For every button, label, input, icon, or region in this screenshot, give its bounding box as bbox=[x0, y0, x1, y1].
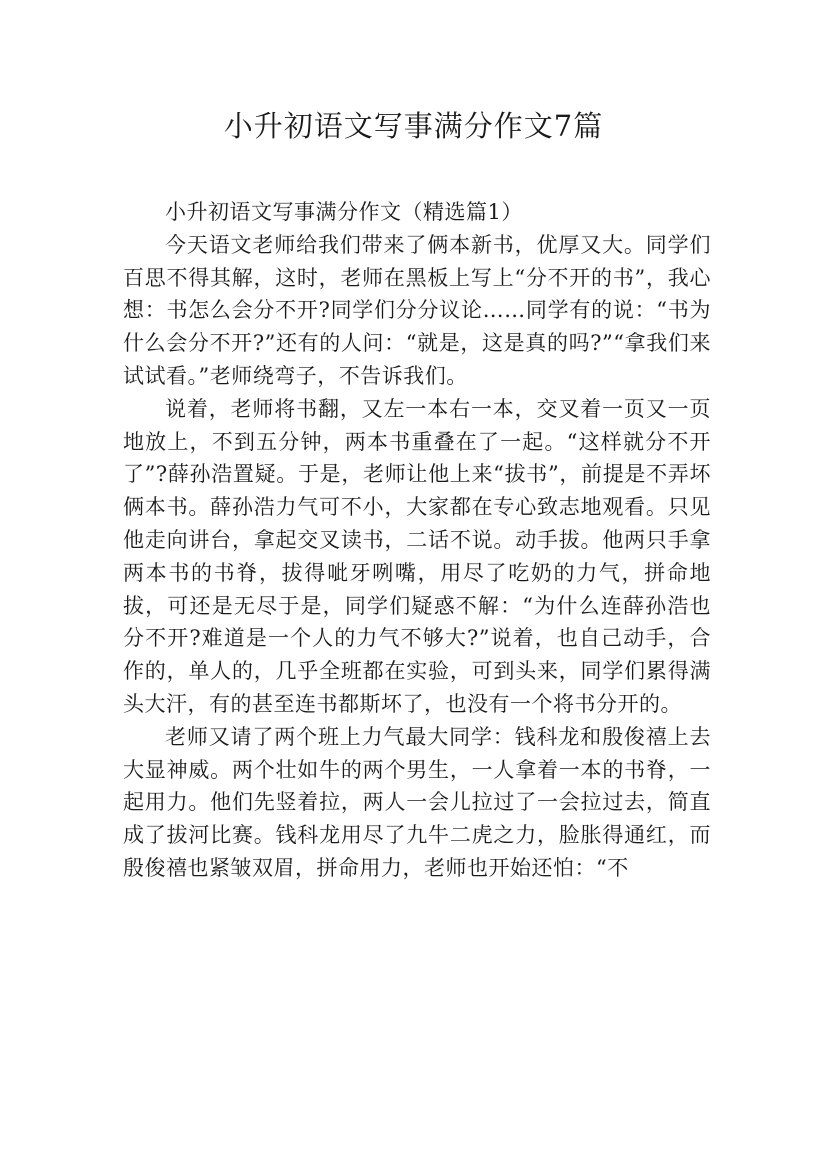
paragraph-1: 今天语文老师给我们带来了俩本新书，优厚又大。同学们百思不得其解，这时，老师在黑板上写上“分不开的书”，我心想：书怎么会分不开?同学们分分议论……同学有的说：“书为什么会分不开?”还有的人问：“就是，这是真的吗?”“拿我们来试试看。”老师绕弯子，不告诉我们。 bbox=[123, 232, 711, 388]
section-heading: 小升初语文写事满分作文（精选篇1） bbox=[165, 200, 523, 224]
document-title: 小升初语文写事满分作文7篇 bbox=[223, 109, 604, 143]
paragraph-2: 说着，老师将书翻，又左一本右一本，交叉着一页又一页地放上，不到五分钟，两本书重叠在了一起。“这样就分不开了”?薛孙浩置疑。于是，老师让他上来“拔书”，前提是不弄坏俩本书。薛孙浩力气可不小，大家都在专心致志地观看。只见他走向讲台，拿起交叉读书，二话不说。动手拔。他两只手拿两本书的书脊，拔得呲牙咧嘴，用尽了吃奶的力气，拼命地拔，可还是无尽于是，同学们疑惑不解：“为什么连薛孙浩也分不开?难道是一个人的力气不够大?”说着，也自己动手，合作的，单人的，几乎全班都在实验，可到头来，同学们累得满头大汗，有的甚至连书都斯坏了，也没有一个将书分开的。 bbox=[123, 396, 711, 716]
paragraph-3: 老师又请了两个班上力气最大同学：钱科龙和殷俊禧上去大显神威。两个壮如牛的两个男生，一人拿着一本的书脊，一起用力。他们先竖着拉，两人一会儿拉过了一会拉过去，简直成了拔河比赛。钱科龙用尽了九牛二虎之力，脸胀得通红，而殷俊禧也紧皱双眉，拼命用力，老师也开始还怕：“不 bbox=[123, 724, 711, 880]
document-body bbox=[123, 196, 711, 885]
